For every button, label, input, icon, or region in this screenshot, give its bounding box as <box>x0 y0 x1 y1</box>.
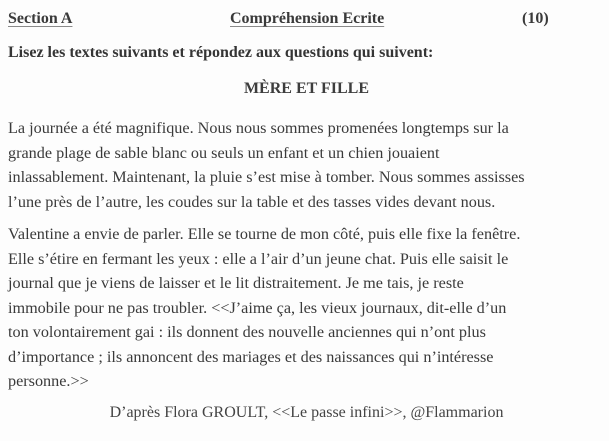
instructions: Lisez les textes suivants et répondez aux questions qui suivent: <box>8 44 434 61</box>
paragraph-2 <box>8 222 520 394</box>
paragraph-line: journal que je viens de laisser et le lit distraitement. Je me tais, je reste <box>8 274 464 292</box>
source-attribution: D’après Flora GROULT, <<Le passe infini>>, @Flammarion <box>109 404 504 421</box>
paragraph-line: ton volontairement gai : ils donnent des nouvelle anciennes qui n’ont plus <box>8 323 486 341</box>
section-header <box>0 10 609 34</box>
paragraph-line: l’une près de l’autre, les coudes sur la table et des tasses vides devant nous. <box>8 192 496 211</box>
paragraph-line: Valentine a envie de parler. Elle se tourne de mon côté, puis elle fixe la fenêtre. <box>8 225 521 243</box>
paragraph-line: grande plage de sable blanc ou seuls un enfant et un chien jouaient <box>8 143 440 162</box>
paragraph-line: immobile pour ne pas troubler. <<J’aime ça, les vieux journaux, dit-elle d’un <box>8 298 507 317</box>
text-title: MÈRE ET FILLE <box>243 80 370 97</box>
section-title: Compréhension Ecrite <box>230 10 385 27</box>
paragraph-line: personne.>> <box>8 372 89 390</box>
section-score: (10) <box>522 10 549 27</box>
paragraph-1 <box>8 116 525 214</box>
paragraph-line: Elle s’étire en fermant les yeux : elle a l’air d’un jeune chat. Puis elle saisit le <box>8 249 509 268</box>
paragraph-line: inlassablement. Maintenant, la pluie s’est mise à tomber. Nous sommes assisses <box>8 168 525 186</box>
paragraph-line: La journée a été magnifique. Nous nous sommes promenées longtemps sur la <box>8 119 509 137</box>
section-label: Section A <box>8 10 73 27</box>
paragraph-line: d’importance ; ils annoncent des mariages et des naissances qui n’intéresse <box>8 347 494 366</box>
